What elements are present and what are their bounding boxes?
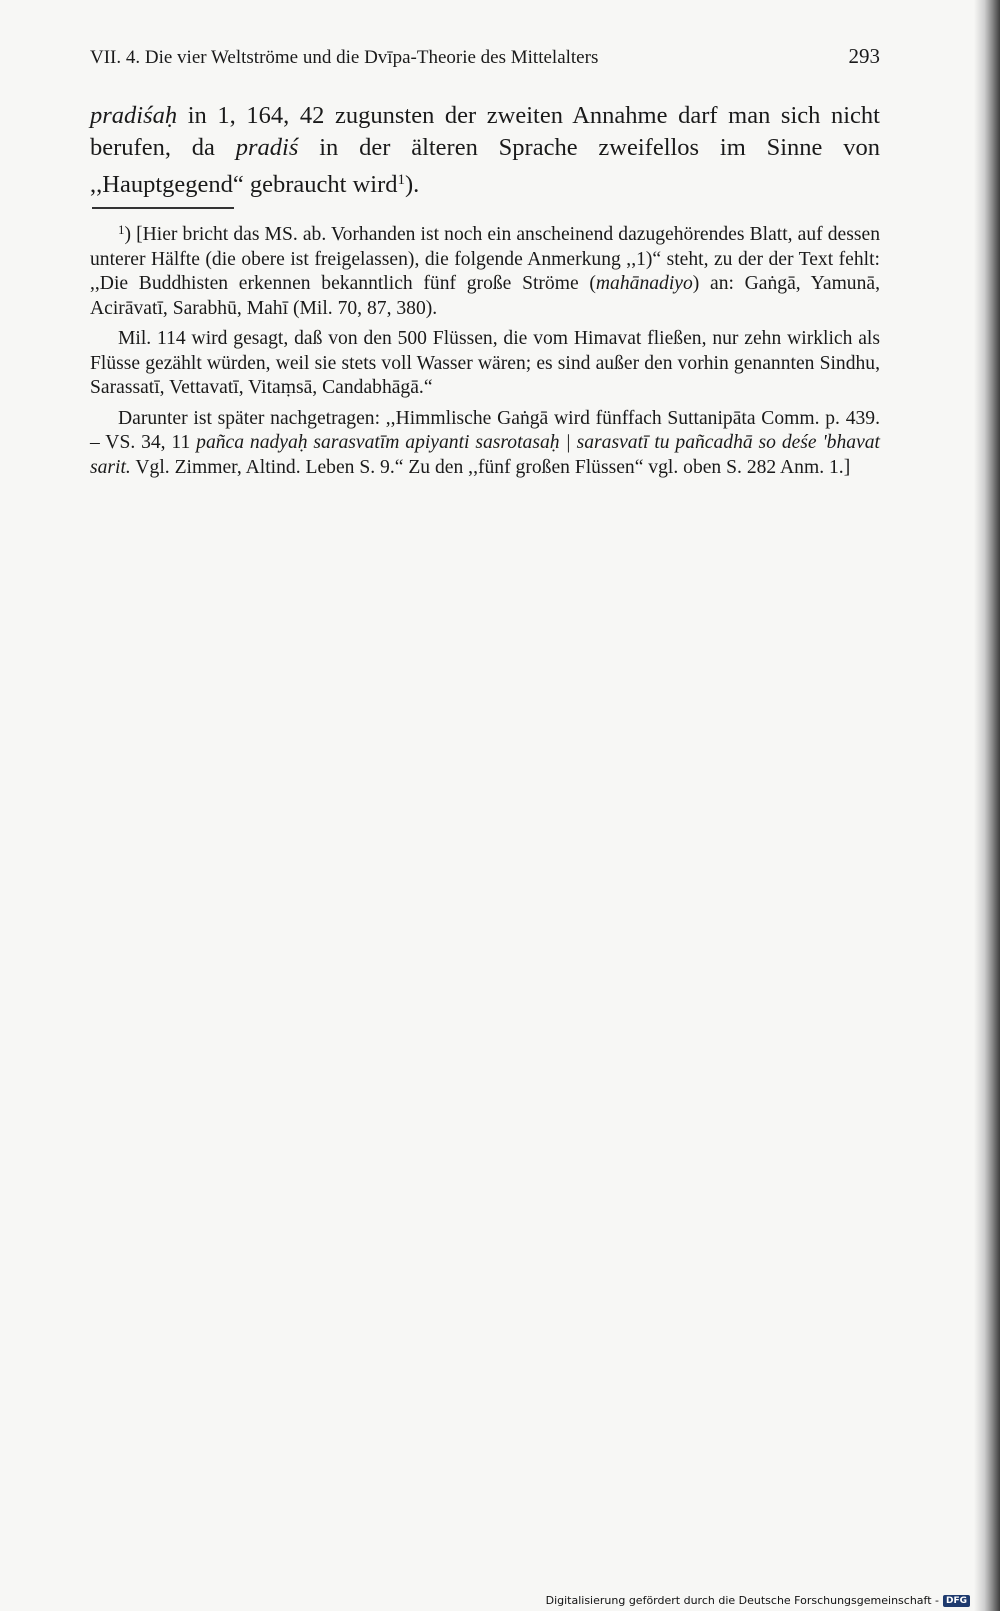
footnote-block bbox=[90, 218, 880, 486]
dfg-logo: DFG bbox=[943, 1595, 970, 1607]
italic-term-pradisah: pradiśaḥ bbox=[90, 102, 178, 129]
digitization-credit bbox=[546, 1594, 970, 1607]
running-title: VII. 4. Die vier Weltströme und die Dvīpa-Theorie des Mittelalters bbox=[90, 47, 599, 68]
footnote-separator bbox=[92, 207, 234, 209]
text-segment: ) [Hier bricht das MS. ab. Vorhanden ist noch ein anscheinend dazugehörendes Blatt, auf dessen unterer Hälfte (die obere ist freigelassen), die folgende Anmerkung ,,1)“ steht, zu der der Text fehlt: ,,Die Buddhisten erkennen bekanntlich fünf große Ströme ( bbox=[90, 224, 880, 294]
italic-quote: pañca nadyaḥ sarasvatīm apiyanti sasrotasaḥ | sarasvatī tu pañcadhā so deśe 'bhavat sarit. bbox=[90, 432, 881, 478]
page-binding-shadow bbox=[974, 0, 1000, 1611]
text-segment: ) an: Gaṅgā, Yamunā, Acirāvatī, Sarabhū, Mahī (Mil. 70, 87, 380). bbox=[90, 273, 880, 319]
italic-term-pradis: pradiś bbox=[235, 134, 299, 161]
text-segment: Vgl. Zimmer, Altind. Leben S. 9.“ Zu den ,,fünf großen Flüssen“ vgl. oben S. 282 Anm. 1.] bbox=[130, 456, 851, 478]
main-paragraph bbox=[90, 100, 880, 201]
footnote-paragraph-2: Mil. 114 wird gesagt, daß von den 500 Flüssen, die vom Himavat fließen, nur zehn wirklich als Flüsse gezählt würden, weil sie stets voll Wasser wären; es sind außer den vorhin genannten Sindhu, Sarassatī, Vettavatī, Vitaṃsā, Candabhāgā.“ bbox=[90, 328, 880, 398]
footnote-marker: 1 bbox=[397, 172, 405, 188]
page-number: 293 bbox=[848, 44, 880, 68]
footnote-paragraph-1 bbox=[90, 218, 880, 321]
italic-term: mahānadiyo bbox=[595, 273, 693, 294]
text-segment: in 1, 164, 42 zugunsten der zweiten Annahme darf man sich nicht berufen, da bbox=[90, 102, 880, 161]
text-segment: ). bbox=[405, 171, 420, 198]
footnote-number: 1 bbox=[118, 222, 125, 237]
text-segment: Darunter ist später nachgetragen: ,,Himmlische Gaṅgā wird fünffach Suttanipāta Comm. p. 439. – VS. 34, 11 bbox=[90, 407, 880, 453]
running-header bbox=[90, 44, 880, 69]
credit-text: Digitalisierung gefördert durch die Deutsche Forschungsgemeinschaft - bbox=[545, 1594, 939, 1607]
text-segment: in der älteren Sprache zweifellos im Sinne von ,,Hauptgegend“ gebraucht wird bbox=[90, 134, 880, 198]
footnote-paragraph-3 bbox=[90, 407, 880, 481]
